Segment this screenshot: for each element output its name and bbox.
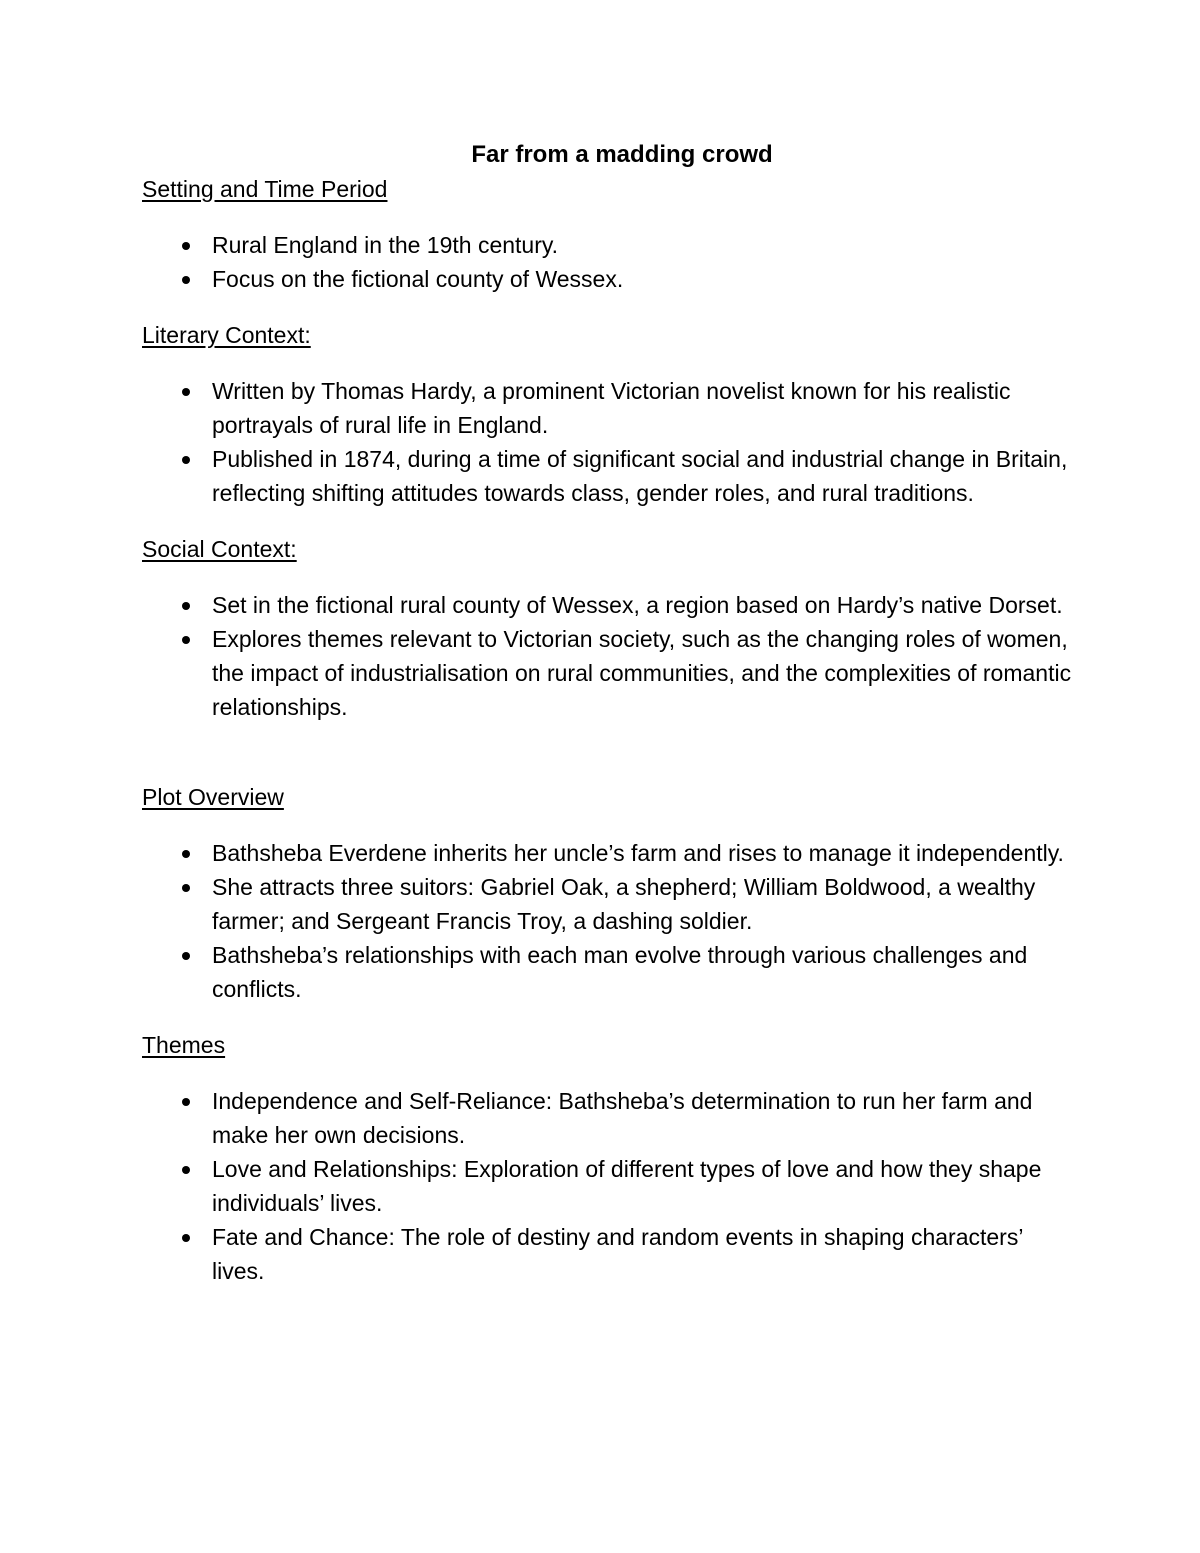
list-item — [142, 588, 1072, 622]
bullet-list — [142, 588, 1072, 724]
bullet-icon — [182, 884, 190, 892]
bullet-list — [142, 228, 1072, 296]
list-item — [142, 938, 1072, 1006]
list-item — [142, 836, 1072, 870]
list-item-text: Bathsheba’s relationships with each man evolve through various challenges and conflicts. — [212, 942, 1028, 1002]
section-setting — [142, 172, 1072, 296]
list-item — [142, 262, 1072, 296]
list-item — [142, 1084, 1072, 1152]
bullet-icon — [182, 456, 190, 464]
section-heading: Literary Context: — [142, 322, 311, 348]
list-item-text: Focus on the fictional county of Wessex. — [212, 266, 624, 292]
list-item-text: She attracts three suitors: Gabriel Oak, a shepherd; William Boldwood, a wealthy farmer; and Sergeant Francis Troy, a dashing soldier. — [212, 874, 1036, 934]
section-literary-context — [142, 318, 1072, 510]
section-social-context — [142, 532, 1072, 724]
section-heading: Plot Overview — [142, 784, 284, 810]
bullet-list — [142, 1084, 1072, 1288]
list-item — [142, 1152, 1072, 1220]
bullet-icon — [182, 1098, 190, 1106]
list-item — [142, 870, 1072, 938]
list-item-text: Bathsheba Everdene inherits her uncle’s farm and rises to manage it independently. — [212, 840, 1064, 866]
bullet-icon — [182, 1166, 190, 1174]
bullet-icon — [182, 388, 190, 396]
list-item-text: Fate and Chance: The role of destiny and random events in shaping characters’ lives. — [212, 1224, 1023, 1284]
bullet-icon — [182, 850, 190, 858]
list-item-text: Rural England in the 19th century. — [212, 232, 559, 258]
list-item — [142, 374, 1072, 442]
list-item-text: Independence and Self-Reliance: Bathsheba’s determination to run her farm and make her own decisions. — [212, 1088, 1033, 1148]
list-item-text: Published in 1874, during a time of significant social and industrial change in Britain, reflecting shifting attitudes towards class, gender roles, and rural traditions. — [212, 446, 1068, 506]
section-heading: Social Context: — [142, 536, 297, 562]
list-item-text: Love and Relationships: Exploration of different types of love and how they shape individuals’ lives. — [212, 1156, 1042, 1216]
section-heading: Themes — [142, 1032, 226, 1058]
bullet-icon — [182, 602, 190, 610]
bullet-icon — [182, 952, 190, 960]
document-page — [142, 138, 1072, 1288]
bullet-list — [142, 836, 1072, 1006]
list-item — [142, 228, 1072, 262]
bullet-icon — [182, 242, 190, 250]
section-plot-overview — [142, 780, 1072, 1006]
list-item-text: Set in the fictional rural county of Wessex, a region based on Hardy’s native Dorset. — [212, 592, 1063, 618]
list-item — [142, 1220, 1072, 1288]
section-heading: Setting and Time Period — [142, 176, 388, 202]
bullet-icon — [182, 1234, 190, 1242]
document-title: Far from a madding crowd — [471, 141, 773, 168]
list-item-text: Written by Thomas Hardy, a prominent Victorian novelist known for his realistic portrayals of rural life in England. — [212, 378, 1011, 438]
section-themes — [142, 1028, 1072, 1288]
list-item — [142, 442, 1072, 510]
bullet-icon — [182, 276, 190, 284]
list-item — [142, 622, 1072, 724]
bullet-icon — [182, 636, 190, 644]
list-item-text: Explores themes relevant to Victorian society, such as the changing roles of women, the impact of industrialisation on rural communities, and the complexities of romantic relationships. — [212, 626, 1072, 720]
bullet-list — [142, 374, 1072, 510]
